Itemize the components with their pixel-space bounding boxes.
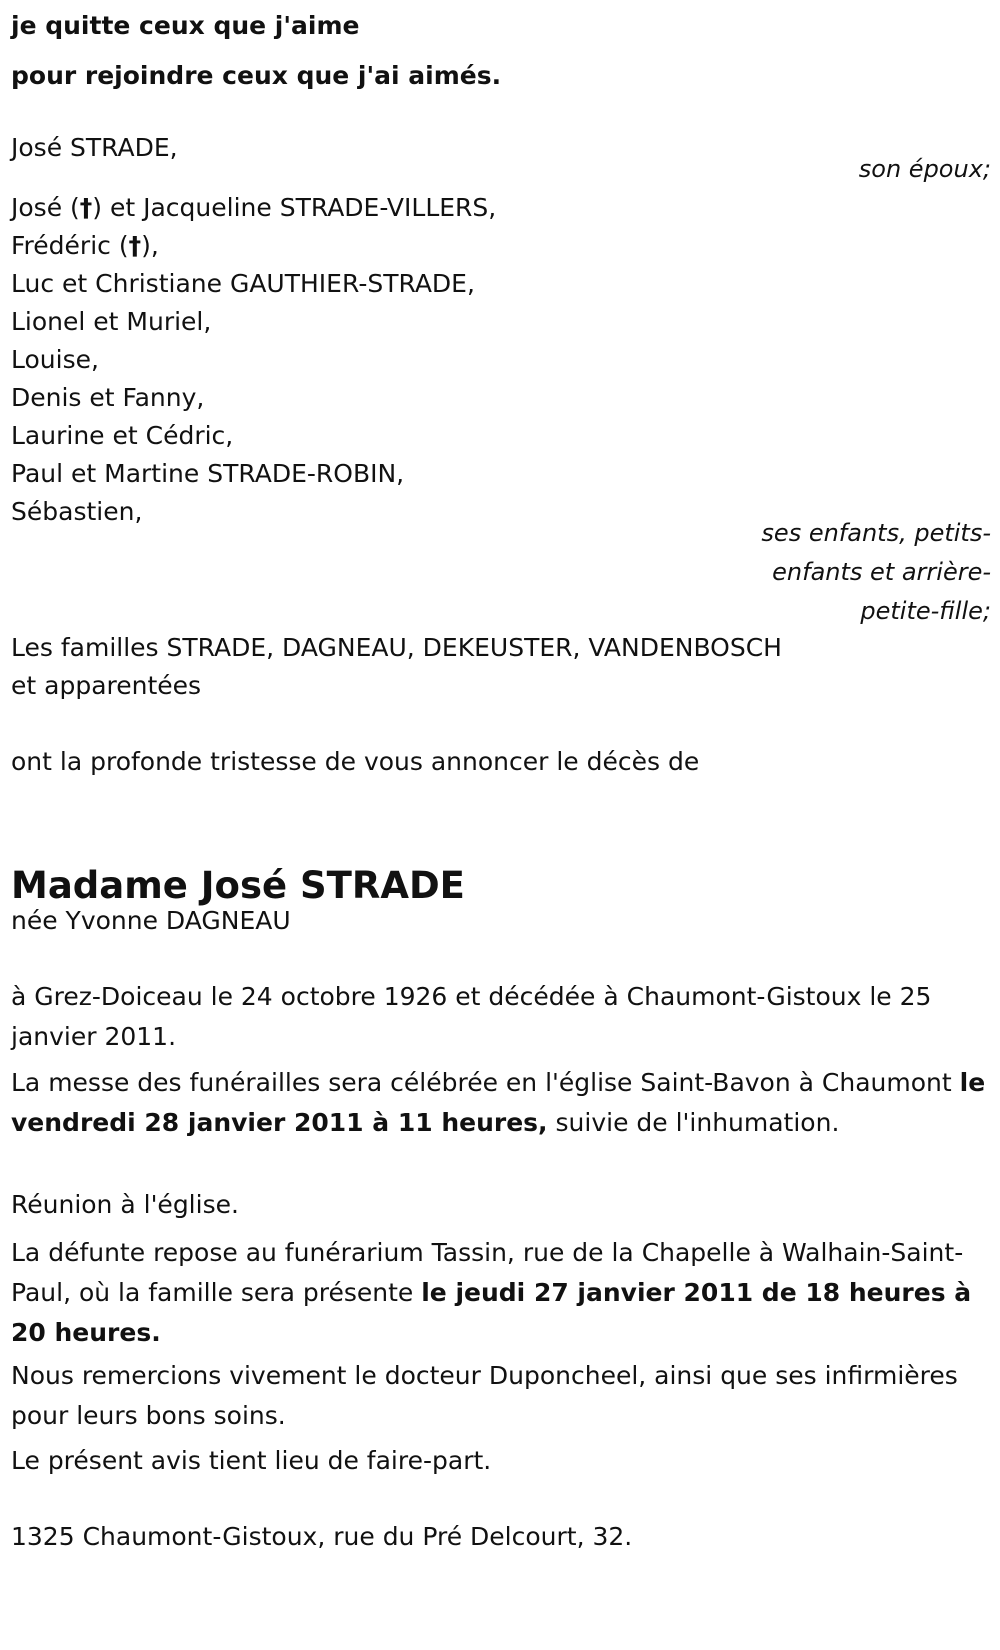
child-line: Paul et Martine STRADE-ROBIN, <box>11 459 405 488</box>
birth-name: née Yvonne DAGNEAU <box>11 906 291 935</box>
visitation-date: le jeudi 27 janvier 2011 de 18 heures à 20 heures. <box>11 1278 972 1347</box>
child-line-frederic: Frédéric (†), <box>11 231 159 260</box>
children-role <box>761 514 991 631</box>
children-role-line: petite-fille; <box>860 597 991 625</box>
repose-text: La défunte repose au funérarium Tassin, rue de la Chapelle à Walhain-Saint-Paul, où la famille sera présente le jeudi 27 janvier 2011 de 18 heures à 20 heures. <box>11 1238 972 1347</box>
dagger-icon: † <box>79 193 93 222</box>
reunion-text: Réunion à l'église. <box>11 1190 239 1219</box>
spouse-name: José STRADE, <box>11 133 178 162</box>
dagger-icon: † <box>128 231 142 260</box>
children-role-line: enfants et arrière- <box>772 558 991 586</box>
quote-line-2: pour rejoindre ceux que j'ai aimés. <box>11 61 502 90</box>
child-line: Sébastien, <box>11 497 143 526</box>
child-line: Luc et Christiane GAUTHIER-STRADE, <box>11 269 475 298</box>
child-line-jose: José (†) et Jacqueline STRADE-VILLERS, <box>11 193 497 222</box>
children-role-line: ses enfants, petits- <box>761 519 991 547</box>
families-line-2: et apparentées <box>11 671 202 700</box>
families-line-1: Les familles STRADE, DAGNEAU, DEKEUSTER, VANDENBOSCH <box>11 633 782 662</box>
child-line: Lionel et Muriel, <box>11 307 212 336</box>
notice-text: Le présent avis tient lieu de faire-part. <box>11 1446 492 1475</box>
announcement-text: ont la profonde tristesse de vous annoncer le décès de <box>11 747 700 776</box>
child-line: Louise, <box>11 345 99 374</box>
birth-death-text: à Grez-Doiceau le 24 octobre 1926 et décédée à Chaumont-Gistoux le 25 janvier 2011. <box>11 982 932 1051</box>
quote-line-1: je quitte ceux que j'aime <box>11 11 360 40</box>
address-text: 1325 Chaumont-Gistoux, rue du Pré Delcourt, 32. <box>11 1522 633 1551</box>
deceased-name: Madame José STRADE <box>11 864 465 907</box>
spouse-role: son époux; <box>858 155 991 183</box>
mass-date: le vendredi 28 janvier 2011 à 11 heures, <box>11 1068 986 1137</box>
child-line: Denis et Fanny, <box>11 383 205 412</box>
funeral-mass-text: La messe des funérailles sera célébrée en l'église Saint-Bavon à Chaumont le vendredi 28 janvier 2011 à 11 heures, suivie de l'inhumation. <box>11 1068 986 1137</box>
thanks-text: Nous remercions vivement le docteur Duponcheel, ainsi que ses infirmières pour leurs bons soins. <box>11 1361 958 1430</box>
child-line: Laurine et Cédric, <box>11 421 234 450</box>
children-list <box>11 188 496 532</box>
